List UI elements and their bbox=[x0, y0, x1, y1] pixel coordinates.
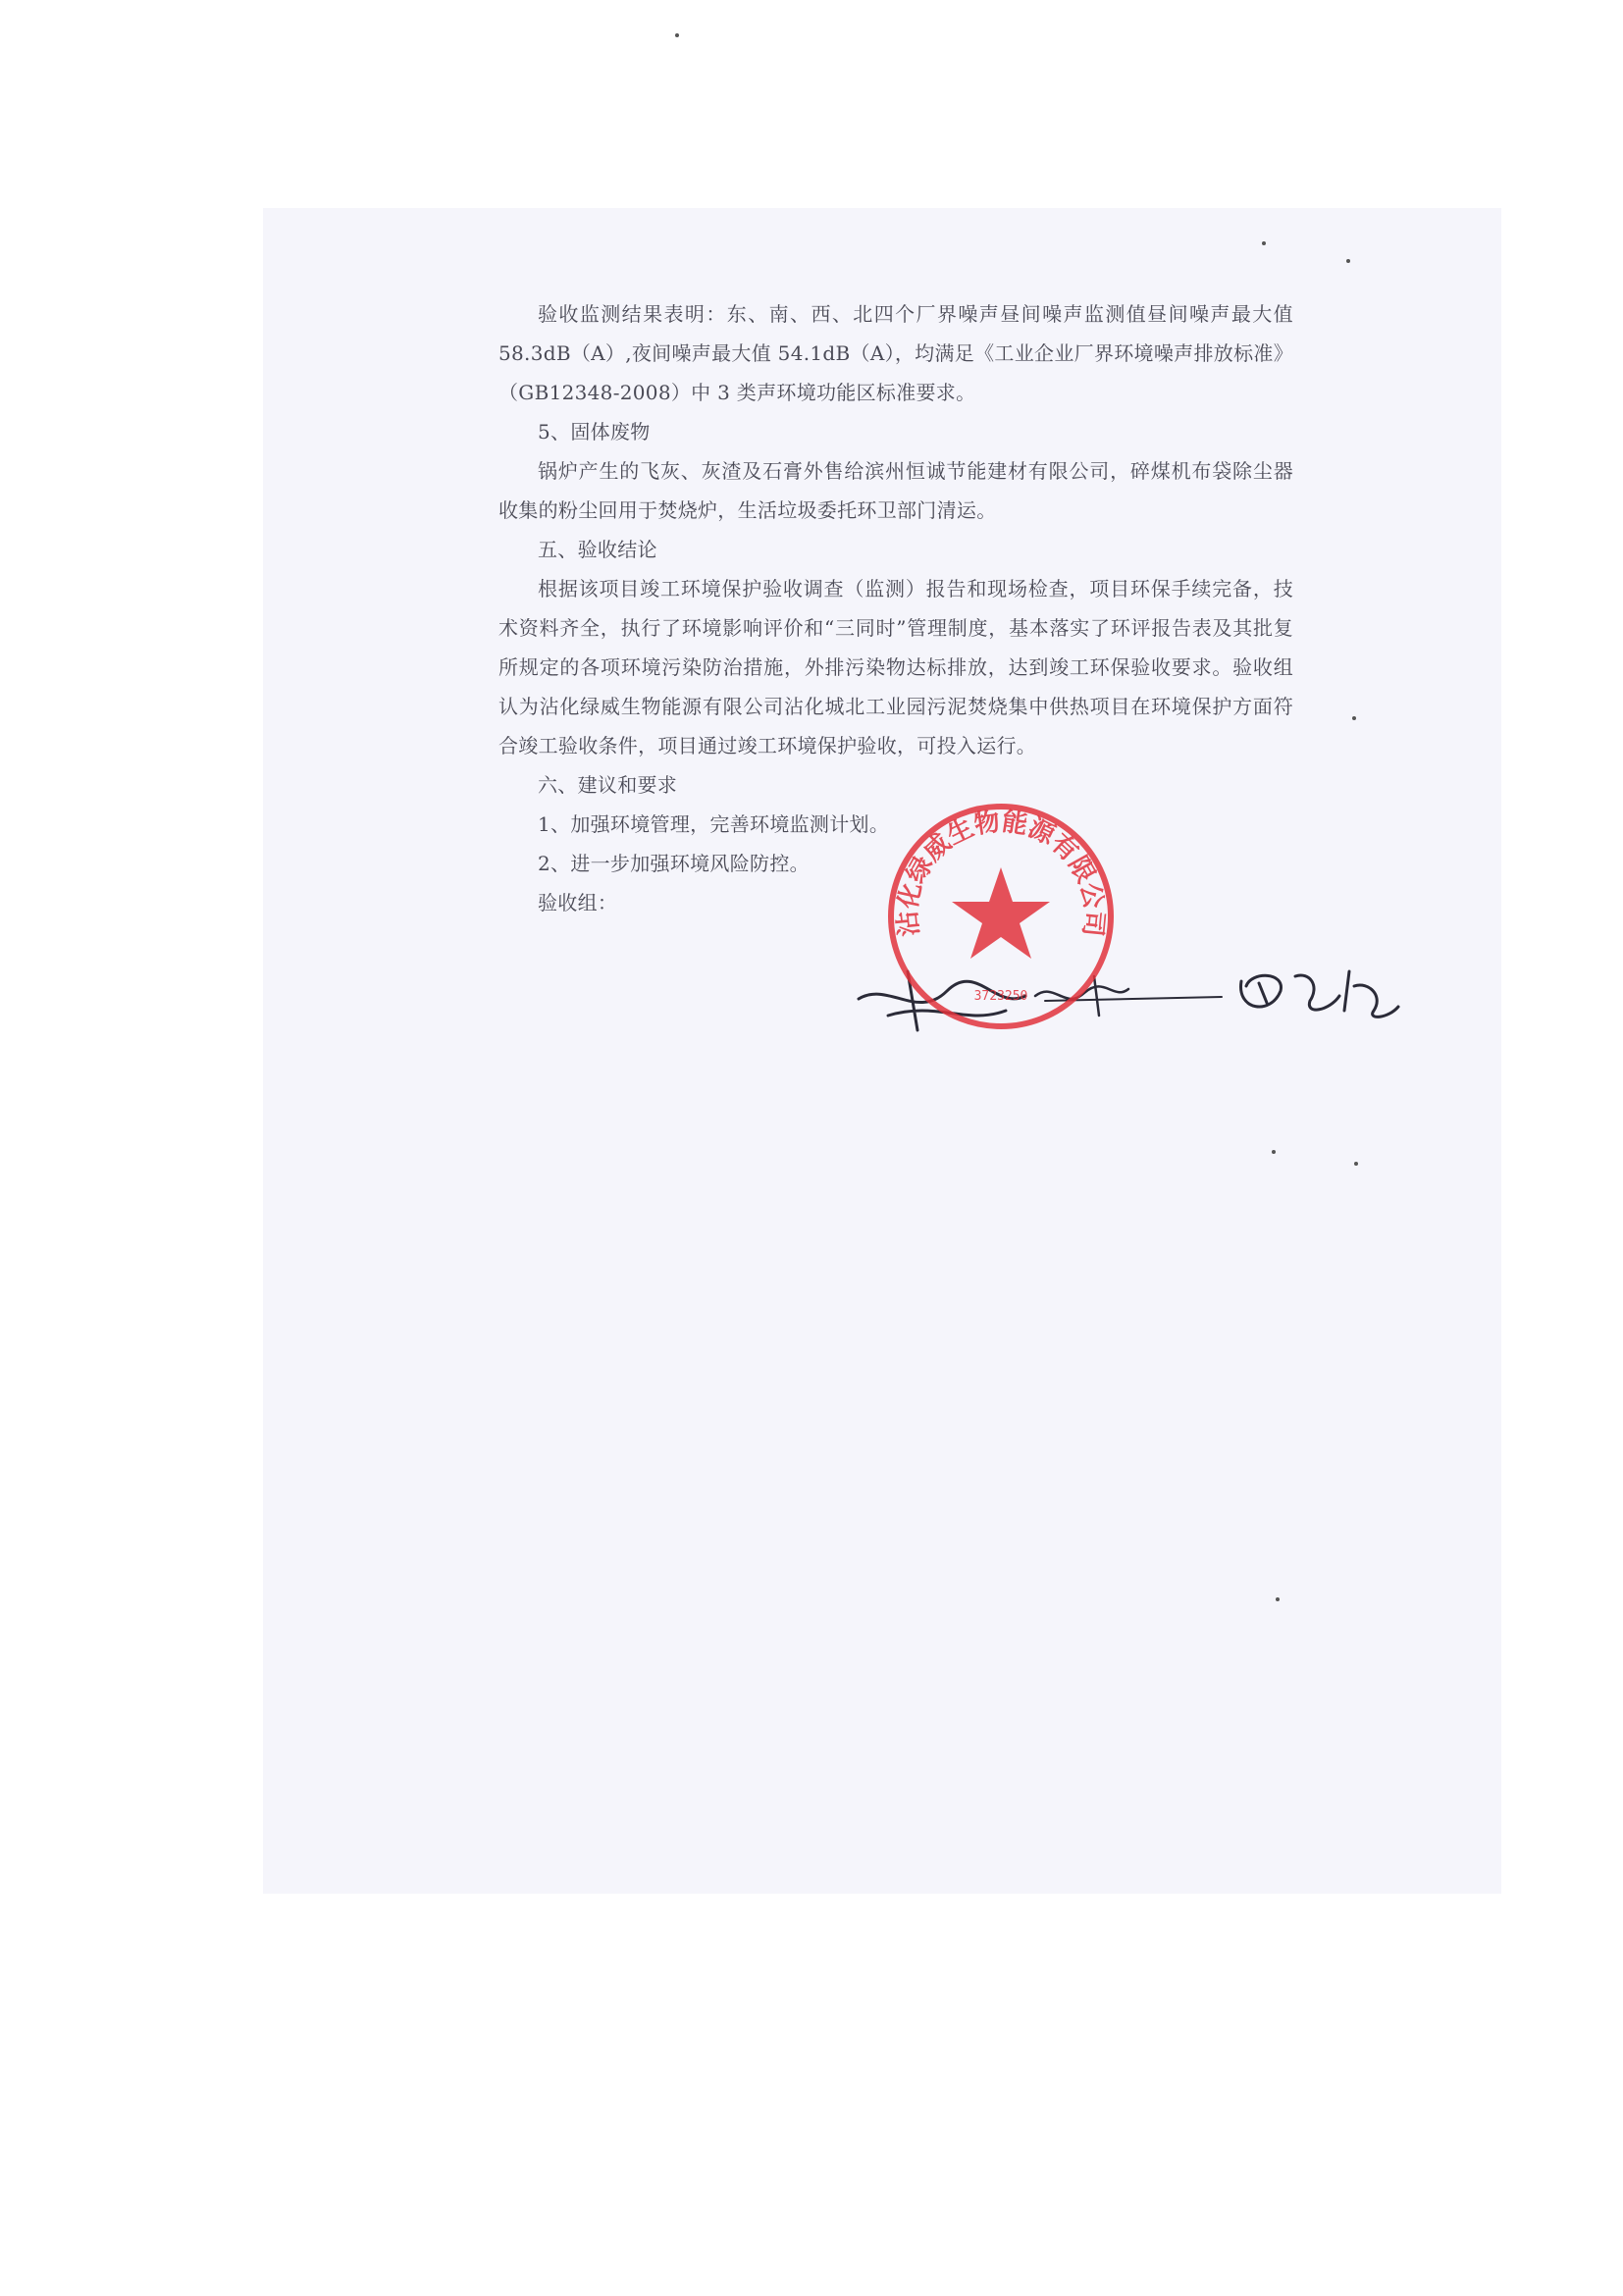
scan-speck bbox=[1346, 259, 1350, 263]
scan-speck bbox=[1262, 241, 1266, 245]
scan-speck bbox=[1354, 1162, 1358, 1166]
company-seal-stamp bbox=[883, 799, 1119, 1034]
svg-text:3723250: 3723250 bbox=[973, 989, 1028, 1004]
conclusion-paragraph: 根据该项目竣工环境保护验收调查（监测）报告和现场检查，项目环保手续完备，技术资料齐全，执行了环境影响评价和“三同时”管理制度，基本落实了环评报告表及其批复所规定的各项环境污染防治措施，外排污染物达标排放，达到竣工环保验收要求。验收组认为沾化绿威生物能源有限公司沾化城北工业园污泥焚烧集中供热项目在环境保护方面符合竣工验收条件，项目通过竣工环境保护验收，可投入运行。 bbox=[498, 577, 1293, 757]
suggestion-item-2: 2、进一步加强环境风险防控。 bbox=[538, 852, 810, 875]
svg-text:沾化绿威生物能源有限公司: 沾化绿威生物能源有限公司 bbox=[893, 807, 1109, 938]
scan-speck bbox=[675, 33, 679, 37]
noise-monitoring-paragraph: 验收监测结果表明：东、南、西、北四个厂界噪声昼间噪声监测值昼间噪声最大值 58.3dB（A）,夜间噪声最大值 54.1dB（A），均满足《工业企业厂界环境噪声排放标准》（GB12348-2008）中 3 类声环境功能区标准要求。 bbox=[498, 302, 1293, 404]
star-icon bbox=[952, 867, 1050, 959]
solid-waste-heading: 5、固体废物 bbox=[538, 420, 651, 444]
suggestions-heading: 六、建议和要求 bbox=[538, 773, 678, 797]
scan-speck bbox=[1276, 1597, 1280, 1601]
acceptance-group-label: 验收组： bbox=[538, 891, 618, 914]
solid-waste-paragraph: 锅炉产生的飞灰、灰渣及石膏外售给滨州恒诚节能建材有限公司，碎煤机布袋除尘器收集的粉尘回用于焚烧炉，生活垃圾委托环卫部门清运。 bbox=[498, 459, 1293, 522]
scan-speck bbox=[1352, 716, 1356, 720]
conclusion-heading: 五、验收结论 bbox=[538, 538, 657, 561]
scan-speck bbox=[1272, 1150, 1276, 1154]
suggestion-item-1: 1、加强环境管理，完善环境监测计划。 bbox=[538, 812, 890, 836]
